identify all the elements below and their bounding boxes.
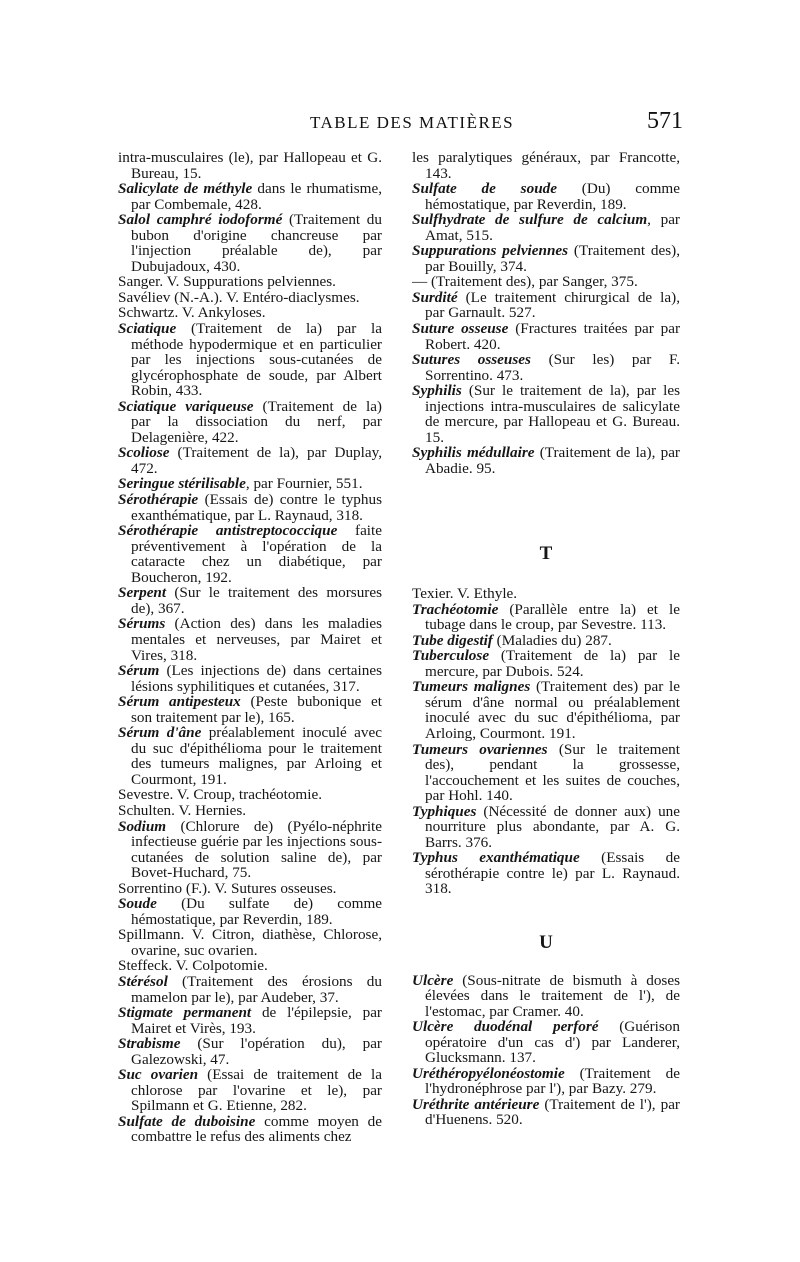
index-entry bbox=[118, 896, 382, 927]
index-entry bbox=[118, 399, 382, 446]
entry-text: , par Amat, 515. bbox=[425, 211, 680, 244]
entry-term: Salol camphré iodoformé bbox=[118, 211, 283, 229]
index-entry bbox=[118, 958, 382, 974]
entry-text: — (Traitement des), par Sanger, 375. bbox=[412, 273, 638, 291]
index-entry bbox=[412, 150, 680, 181]
entry-term: Sulfate de soude bbox=[412, 180, 557, 198]
entry-term: Sérothérapie antistreptococcique bbox=[118, 522, 338, 540]
entry-text: (Sur l'opération du), par Galezowski, 47. bbox=[131, 1035, 382, 1068]
index-entry bbox=[412, 445, 680, 476]
section-letter-u: U bbox=[539, 931, 553, 953]
index-entry bbox=[118, 290, 382, 306]
index-entry bbox=[412, 181, 680, 212]
entry-text: (Essais de) contre le typhus exanthématique, par L. Raynaud, 318. bbox=[131, 491, 382, 524]
entry-text: Savéliev (N.-A.). V. Entéro-diaclysmes. bbox=[118, 288, 360, 306]
entry-text: Sanger. V. Suppurations pelviennes. bbox=[118, 273, 336, 291]
index-entry bbox=[118, 445, 382, 476]
entry-term: Tube digestif bbox=[412, 631, 493, 649]
index-entry bbox=[118, 492, 382, 523]
entry-term: Salicylate de méthyle bbox=[118, 180, 253, 198]
entry-term: Tuberculose bbox=[412, 647, 490, 665]
index-entry bbox=[412, 1019, 680, 1066]
index-entry bbox=[118, 1036, 382, 1067]
index-entry bbox=[118, 694, 382, 725]
entry-term: Strabisme bbox=[118, 1035, 181, 1053]
entry-term: Suppurations pelviennes bbox=[412, 242, 569, 260]
left-column bbox=[118, 150, 382, 1145]
entry-term: Sciatique variqueuse bbox=[118, 397, 254, 415]
running-title: TABLE DES MATIÈRES bbox=[310, 113, 515, 132]
index-entry bbox=[412, 679, 680, 741]
entry-term: Syphilis bbox=[412, 382, 462, 400]
index-entry bbox=[118, 803, 382, 819]
entry-text: (Essai de traitement de la chlorose par l'ovarine et le), par Spilmann et G. Etienne, 282. bbox=[131, 1066, 382, 1115]
index-entry bbox=[118, 663, 382, 694]
entry-text: (Sur le traitement des), pendant la grossesse, l'accouchement et les suites de couches, par Hohl. 140. bbox=[425, 740, 680, 805]
entry-text: les paralytiques généraux, par Francotte, 143. bbox=[412, 149, 680, 182]
entry-text: (Peste bubonique et son traitement par le), 165. bbox=[131, 693, 382, 726]
entry-term: Sérum antipesteux bbox=[118, 693, 241, 711]
index-entry bbox=[118, 1114, 382, 1145]
entry-text: Texier. V. Ethyle. bbox=[412, 585, 518, 603]
entry-term: Soude bbox=[118, 895, 157, 913]
entry-term: Stérésol bbox=[118, 972, 168, 990]
entry-text: , par Fournier, 551. bbox=[245, 475, 363, 493]
entry-text: faite préventivement à l'opération de la cataracte chez un diabétique, par Boucheron, 192. bbox=[131, 522, 382, 586]
entry-text: Steffeck. V. Colpotomie. bbox=[118, 957, 268, 975]
entry-term: Sulfate de duboisine bbox=[118, 1112, 256, 1130]
index-entry bbox=[412, 973, 680, 1020]
entry-text: préalablement inoculé avec du suc d'épithélioma pour le traitement des tumeurs malignes, par Arloing et Courmont, 191. bbox=[131, 724, 382, 788]
index-entry bbox=[118, 1005, 382, 1036]
index-entry bbox=[412, 321, 680, 352]
entry-text: (Parallèle entre la) et le tubage dans le croup, par Sevestre. 113. bbox=[425, 600, 680, 634]
entry-text: Sevestre. V. Croup, trachéotomie. bbox=[118, 786, 323, 804]
entry-term: Sérum bbox=[118, 662, 160, 680]
index-entry bbox=[412, 1097, 680, 1128]
entry-term: Ulcère duodénal perforé bbox=[412, 1018, 599, 1036]
entries-u-list bbox=[412, 973, 680, 1128]
index-entry bbox=[412, 586, 680, 602]
entry-text: (Le traitement chirurgical de la), par Garnault. 527. bbox=[425, 288, 680, 322]
entry-text: (Traitement du bubon d'origine chancreuse par l'injection préalable de), par Dubujadoux, 430. bbox=[131, 211, 382, 275]
entry-text: (Traitement des) par le sérum d'âne normal ou préalablement inoculé avec du suc d'épithélioma, par Arloing, Courmont. 191. bbox=[425, 678, 680, 742]
index-entry bbox=[118, 305, 382, 321]
entry-text: (Sous-nitrate de bismuth à doses élevées dans le traitement de l'), de l'estomac, par Cramer. 40. bbox=[425, 971, 680, 1020]
entry-text: (Traitement de la) par le mercure, par Dubois. 524. bbox=[425, 647, 680, 680]
index-entry bbox=[118, 585, 382, 616]
entry-term: Sulfhydrate de sulfure de calcium bbox=[412, 211, 648, 229]
index-entry bbox=[118, 523, 382, 585]
entry-text: de l'épilepsie, par Mairet et Virès, 193. bbox=[131, 1004, 382, 1037]
entry-term: Suture osseuse bbox=[412, 320, 509, 338]
index-entry bbox=[118, 616, 382, 663]
entry-term: Serpent bbox=[118, 584, 167, 602]
entry-text: (Traitement de l'hydronéphrose par l'), par Bazy. 279. bbox=[425, 1064, 680, 1098]
index-entry bbox=[412, 850, 680, 897]
entry-term: Tumeurs ovariennes bbox=[412, 740, 548, 758]
index-entry bbox=[412, 212, 680, 243]
entry-text: comme moyen de combattre le refus des aliments chez bbox=[131, 1112, 382, 1146]
index-entry bbox=[118, 476, 382, 492]
entry-text: (Fractures traitées par par Robert. 420. bbox=[425, 320, 681, 353]
entry-text: (Chlorure de) (Pyélo-néphrite infectieuse guérie par les injections sous-cutanées de solution saline de), par Bovet-Huchard, 75. bbox=[131, 817, 382, 882]
entry-text: dans le rhumatisme, par Combemale, 428. bbox=[131, 180, 382, 213]
index-entry bbox=[412, 633, 680, 649]
index-entry bbox=[412, 1066, 680, 1097]
entry-text: (Sur le traitement de la), par les injections intra-musculaires de salicylate de mercure, par Hallopeau et G. Bureau. 15. bbox=[425, 382, 680, 446]
entry-text: (Guérison opératoire d'un cas d') par Landerer, Glucksmann. 137. bbox=[425, 1018, 680, 1067]
index-entry bbox=[118, 819, 382, 881]
entry-term: Sérum d'âne bbox=[118, 724, 202, 742]
entry-text: (Traitement des), par Bouilly, 374. bbox=[425, 242, 680, 275]
entry-text: (Traitement de la), par Duplay, 472. bbox=[131, 444, 382, 477]
entry-text: (Traitement de la) par la dissociation du nerf, par Delagenière, 422. bbox=[131, 397, 382, 446]
index-entry bbox=[118, 974, 382, 1005]
index-entry bbox=[412, 648, 680, 679]
index-entry bbox=[412, 804, 680, 851]
index-entry bbox=[118, 881, 382, 897]
index-entry bbox=[118, 274, 382, 290]
entry-text: (Du sulfate de) comme hémostatique, par Reverdin, 189. bbox=[131, 895, 382, 928]
entry-term: Typhiques bbox=[412, 802, 477, 820]
entry-term: Stigmate permanent bbox=[118, 1004, 252, 1022]
index-entry bbox=[118, 212, 382, 274]
entry-text: (Traitement de la) par la méthode hypodermique et en particulier par les injections sous-cutanées de glycérophosphate de soude, par Albert Robin, 433. bbox=[131, 320, 382, 400]
entry-term: Tumeurs malignes bbox=[412, 678, 531, 696]
entry-text: (Action des) dans les maladies mentales et nerveuses, par Mairet et Vires, 318. bbox=[131, 615, 382, 664]
entry-term: Typhus exanthématique bbox=[412, 849, 580, 867]
section-letter-t: T bbox=[539, 543, 553, 565]
entry-term: Surdité bbox=[412, 288, 458, 306]
entry-term: Trachéotomie bbox=[412, 600, 499, 618]
entry-text: (Sur le traitement des morsures de), 367. bbox=[131, 584, 382, 617]
entry-term: Sodium bbox=[118, 817, 167, 835]
entry-text: Schwartz. V. Ankyloses. bbox=[118, 304, 266, 322]
entry-term: Scoliose bbox=[118, 444, 170, 462]
page-number: 571 bbox=[647, 108, 683, 134]
index-entry bbox=[118, 150, 382, 181]
entry-term: Uréthéropyélonéostomie bbox=[412, 1064, 565, 1082]
index-entry bbox=[118, 181, 382, 212]
index-entry bbox=[118, 927, 382, 958]
entry-term: Sutures osseuses bbox=[412, 351, 531, 369]
entry-term: Ulcère bbox=[412, 971, 454, 989]
index-entry bbox=[118, 1067, 382, 1114]
entry-text: Spillmann. V. Citron, diathèse, Chlorose, ovarine, suc ovarien. bbox=[118, 926, 382, 959]
entry-text: (Sur les) par F. Sorrentino. 473. bbox=[425, 351, 680, 384]
entries-s-list bbox=[412, 150, 680, 476]
index-entry bbox=[118, 321, 382, 399]
entry-text: Schulten. V. Hernies. bbox=[118, 801, 247, 819]
index-entry bbox=[412, 243, 680, 274]
index-entry bbox=[412, 274, 680, 290]
entry-term: Suc ovarien bbox=[118, 1066, 199, 1084]
entry-term: Seringue stérilisable bbox=[118, 475, 246, 493]
index-entry bbox=[412, 742, 680, 804]
entry-text: (Maladies du) 287. bbox=[492, 631, 612, 649]
entry-term: Syphilis médullaire bbox=[412, 444, 535, 462]
entry-text: (Nécessité de donner aux) une nourriture plus abondante, par A. G. Barrs. 376. bbox=[425, 802, 680, 851]
entry-text: (Traitement des érosions du mamelon par le), par Audeber, 37. bbox=[131, 972, 382, 1006]
entry-text: (Les injections de) dans certaines lésions syphilitiques et cutanées, 317. bbox=[131, 662, 382, 695]
entry-term: Uréthrite antérieure bbox=[412, 1095, 540, 1113]
index-entry bbox=[118, 787, 382, 803]
entry-text: (Traitement de l'), par d'Huenens. 520. bbox=[425, 1095, 680, 1129]
index-entry bbox=[412, 602, 680, 633]
entry-term: Sciatique bbox=[118, 320, 177, 338]
entry-term: Sérums bbox=[118, 615, 166, 633]
entry-text: (Essais de sérothérapie contre le) par L. Raynaud. 318. bbox=[425, 849, 680, 898]
entry-text: Sorrentino (F.). V. Sutures osseuses. bbox=[118, 879, 337, 897]
entries-t-list bbox=[412, 586, 680, 897]
index-entry bbox=[412, 352, 680, 383]
index-entry bbox=[118, 725, 382, 787]
right-column bbox=[412, 150, 680, 1128]
entry-text: (Traitement de la), par Abadie. 95. bbox=[425, 444, 680, 477]
index-entry bbox=[412, 290, 680, 321]
entry-text: intra-musculaires (le), par Hallopeau et G. Bureau, 15. bbox=[118, 149, 382, 182]
entry-term: Sérothérapie bbox=[118, 491, 199, 509]
entry-text: (Du) comme hémostatique, par Reverdin, 189. bbox=[425, 180, 680, 213]
index-entry bbox=[412, 383, 680, 445]
